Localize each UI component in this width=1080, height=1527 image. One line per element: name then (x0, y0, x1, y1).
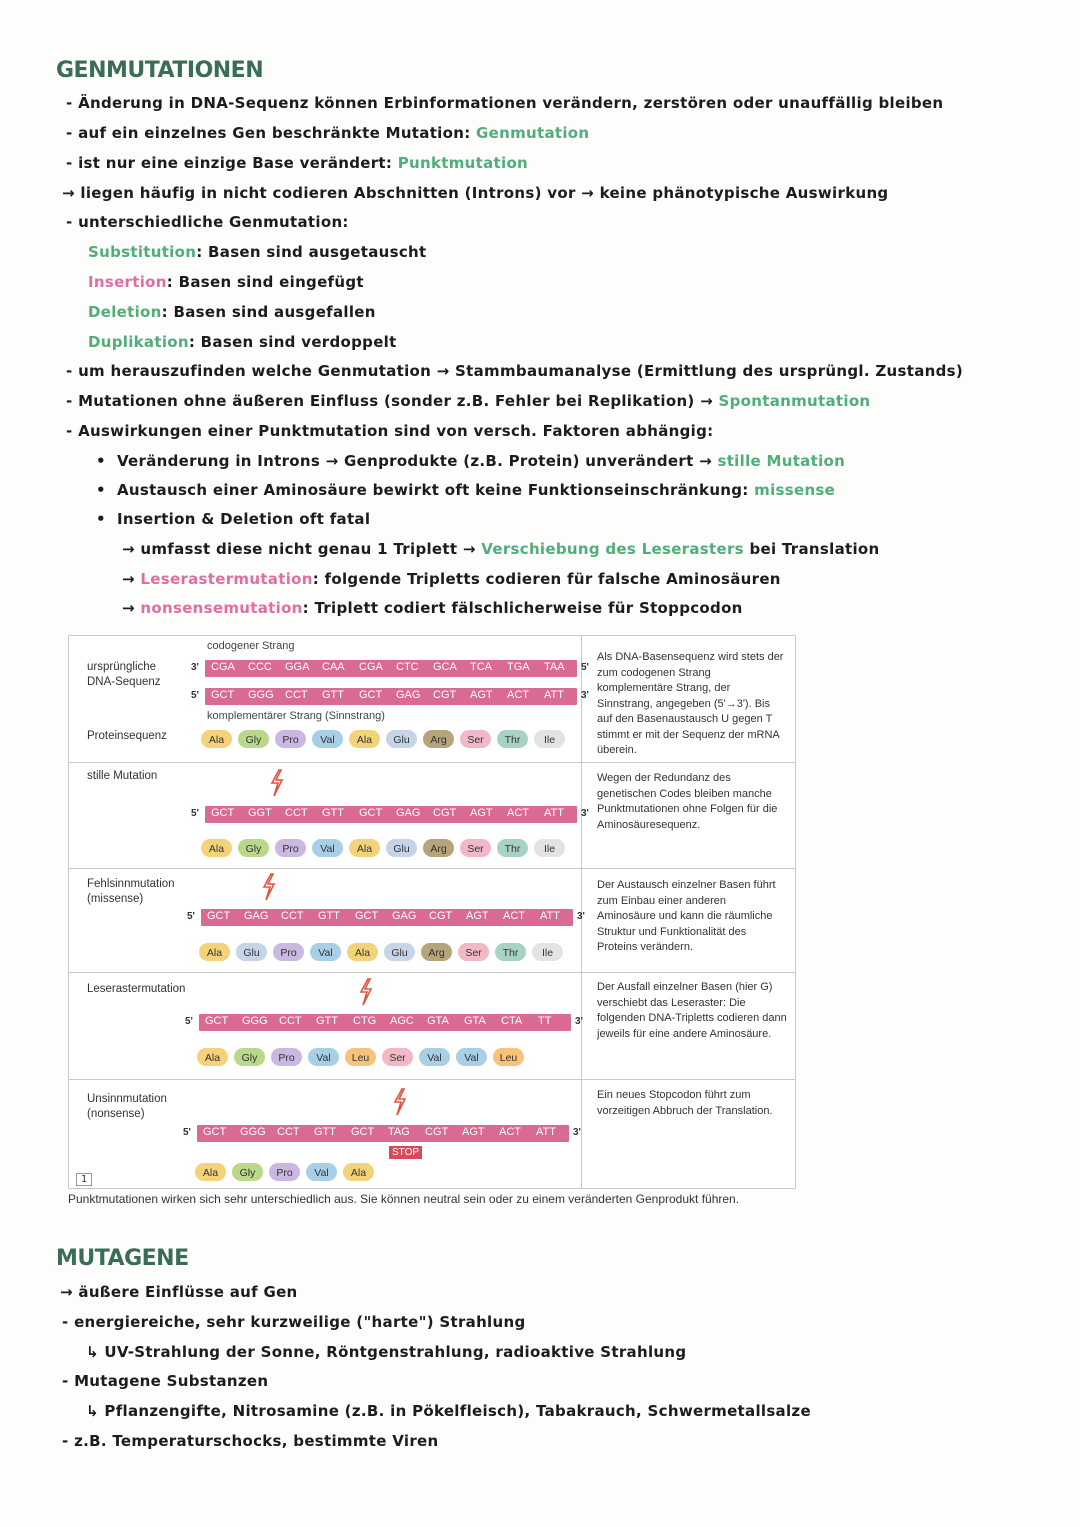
mutation-figure (68, 635, 796, 1189)
sense-strand-missense-end-right: 3' (577, 911, 585, 922)
sub-item (122, 599, 743, 617)
missense-amino-acid: Val (310, 943, 341, 961)
bullet-dash: - (66, 392, 73, 410)
term-leserastermutation: Leserastermutation (140, 570, 313, 588)
lightning-bolt-icon (391, 1088, 409, 1116)
sub-post: bei Translation (749, 540, 880, 558)
bullet-dash: - (66, 362, 73, 380)
arrow-icon: → (60, 1283, 73, 1301)
arrow-icon: → (62, 184, 75, 202)
codogen-strand-label: codogener Strang (207, 640, 295, 652)
section-title-genmutationen: GENMUTATIONEN (56, 58, 264, 83)
original-amino-acid: Ala (349, 730, 380, 748)
sense-strand-nonsense-end-right: 3' (573, 1127, 581, 1138)
sub-pre: → (122, 570, 135, 588)
mutation-type (88, 243, 427, 261)
codon: ATT (536, 1126, 556, 1138)
nonsense-amino-acid: Pro (269, 1163, 300, 1181)
bullet-text: Austausch einer Aminosäure bewirkt oft keine Funktionseinschränkung: (116, 481, 749, 499)
missense-amino-acid: Pro (273, 943, 304, 961)
frameshift-amino-acid: Ser (382, 1048, 413, 1066)
codon: GTT (318, 910, 340, 922)
sense-strand-original-end-left: 5' (191, 690, 199, 701)
codon: GTA (427, 1015, 449, 1027)
line-text: Auswirkungen einer Punktmutation sind von versch. Faktoren abhängig: (78, 422, 714, 440)
original-amino-acid: Ser (460, 730, 491, 748)
line-text: Änderung in DNA-Sequenz können Erbinformationen verändern, zerstören oder unauffällig bleiben (78, 94, 944, 112)
row-divider (69, 1079, 795, 1080)
original-amino-acid: Gly (238, 730, 269, 748)
sense-strand-silent-end-right: 3' (581, 808, 589, 819)
line-text: Mutationen ohne äußeren Einfluss (sonder z.B. Fehler bei Replikation) → (78, 392, 713, 410)
codon: CCT (277, 1126, 300, 1138)
sub-arrow-icon: ↳ (86, 1343, 99, 1361)
text-line (86, 1343, 686, 1361)
codon: ACT (499, 1126, 521, 1138)
text-line (66, 124, 589, 142)
codon: CCT (279, 1015, 302, 1027)
original-amino-acid: Arg (423, 730, 454, 748)
codon: GCT (203, 1126, 227, 1138)
frameshift-amino-acid: Val (419, 1048, 450, 1066)
silent-amino-acid: Gly (238, 839, 269, 857)
frameshift-amino-acid: Val (308, 1048, 339, 1066)
term-punktmutation: Punktmutation (397, 154, 529, 172)
bullet-item (96, 452, 845, 470)
row-label-original: ursprüngliche DNA-Sequenz (87, 661, 161, 688)
codon: TT (538, 1015, 552, 1027)
codon: CGT (429, 910, 453, 922)
line-text: liegen häufig in nicht codieren Abschnitten (Introns) vor → keine phänotypische Auswirkung (80, 184, 889, 202)
codon: GAG (392, 910, 417, 922)
codon: CGT (433, 807, 457, 819)
lightning-bolt-icon (260, 873, 278, 901)
term-stille-mutation: stille Mutation (717, 452, 846, 470)
section-title-mutagene: MUTAGENE (56, 1246, 189, 1271)
codon: CAA (322, 661, 345, 673)
sub-item (122, 540, 879, 558)
bullet-dash: - (66, 422, 73, 440)
missense-amino-acid: Ala (199, 943, 230, 961)
codon: CCT (285, 807, 308, 819)
term-nonsensemutation: nonsensemutation (140, 599, 303, 617)
line-text: Mutagene Substanzen (74, 1372, 269, 1390)
codon: AGC (390, 1015, 414, 1027)
codon: AGT (470, 689, 493, 701)
bullet-text: Insertion & Deletion oft fatal (116, 510, 371, 528)
sense-strand-original (205, 688, 577, 705)
protein-sequence-label: Proteinsequenz (87, 730, 167, 742)
original-amino-acid: Ala (201, 730, 232, 748)
codon: CCC (248, 661, 272, 673)
text-line (66, 154, 528, 172)
bullet-dash: - (66, 213, 73, 231)
text-line (62, 1372, 268, 1390)
sub-pre: → (122, 599, 135, 617)
codon: GTT (316, 1015, 338, 1027)
term-missense: missense (754, 481, 836, 499)
row-label-nonsense: Unsinnmutation (nonsense) (87, 1093, 167, 1120)
text-line (62, 184, 888, 202)
nonsense-amino-acid: Val (306, 1163, 337, 1181)
row-label-missense: Fehlsinnmutation (missense) (87, 878, 175, 905)
sub-post: : folgende Tripletts codieren für falsche Aminosäuren (312, 570, 781, 588)
line-text: energiereiche, sehr kurzweilige ("harte") Strahlung (74, 1313, 526, 1331)
sub-post: : Triplett codiert fälschlicherweise für Stoppcodon (302, 599, 743, 617)
silent-amino-acid: Ser (460, 839, 491, 857)
codon: CGA (211, 661, 235, 673)
sense-strand-silent (205, 806, 577, 823)
text-line (86, 1402, 811, 1420)
codon: AGT (466, 910, 489, 922)
text-line (66, 422, 713, 440)
line-text: UV-Strahlung der Sonne, Röntgenstrahlung, radioaktive Strahlung (104, 1343, 687, 1361)
codon: ATT (544, 689, 564, 701)
term-genmutation: Genmutation (476, 124, 590, 142)
sense-strand-nonsense (197, 1125, 569, 1142)
note-missense: Der Austausch einzelner Basen führt zum Einbau einer anderen Aminosäure und kann die räumliche Struktur und Funktionalität des Proteins verändern. (597, 879, 776, 953)
bullet-dot: • (96, 510, 112, 528)
missense-amino-acid: Ile (532, 943, 563, 961)
codon: GAG (244, 910, 269, 922)
note-frameshift: Der Ausfall einzelner Basen (hier G) verschiebt das Leseraster: Die folgenden DNA-Tripletts codieren dann jeweils für eine andere Aminosäure. (597, 981, 787, 1040)
frameshift-amino-acid: Ala (197, 1048, 228, 1066)
codon: GGG (242, 1015, 268, 1027)
sense-strand-nonsense-end-left: 5' (183, 1127, 191, 1138)
sense-strand-frameshift-end-left: 5' (185, 1016, 193, 1027)
sense-strand-original-end-right: 3' (581, 690, 589, 701)
type-desc: : Basen sind ausgetauscht (196, 243, 427, 261)
bullet-dash: - (66, 94, 73, 112)
codon: TAG (388, 1126, 410, 1138)
lightning-bolt-icon (357, 978, 375, 1006)
figure-number: 1 (76, 1173, 92, 1186)
silent-amino-acid: Thr (497, 839, 528, 857)
komplementaer-strand-label: komplementärer Strang (Sinnstrang) (207, 710, 385, 722)
codon: CGA (359, 661, 383, 673)
frameshift-amino-acid: Leu (345, 1048, 376, 1066)
missense-amino-acid: Glu (384, 943, 415, 961)
nonsense-amino-acid: Gly (232, 1163, 263, 1181)
bullet-dash: - (62, 1372, 69, 1390)
row-label-frameshift: Leserastermutation (87, 983, 186, 995)
row-divider (69, 868, 795, 869)
line-text: um herauszufinden welche Genmutation → Stammbaumanalyse (Ermittlung des ursprüngl. Zustands) (78, 362, 964, 380)
type-name: Duplikation (88, 333, 189, 351)
lightning-bolt-icon (268, 769, 286, 797)
term-verschiebung: Verschiebung des Leserasters (481, 540, 744, 558)
missense-amino-acid: Arg (421, 943, 452, 961)
codon: GGG (240, 1126, 266, 1138)
codon: GCT (359, 689, 383, 701)
missense-amino-acid: Ala (347, 943, 378, 961)
term-spontanmutation: Spontanmutation (718, 392, 871, 410)
codon: CCT (281, 910, 304, 922)
text-line (62, 1432, 439, 1450)
line-text: Pflanzengifte, Nitrosamine (z.B. in Pökelfleisch), Tabakrauch, Schwermetallsalze (104, 1402, 811, 1420)
bullet-dash: - (62, 1432, 69, 1450)
codogen-strand-end-right: 5' (581, 662, 589, 673)
stop-label: STOP (389, 1146, 422, 1159)
type-desc: : Basen sind eingefügt (166, 273, 364, 291)
codon: ACT (503, 910, 525, 922)
silent-amino-acid: Pro (275, 839, 306, 857)
frameshift-amino-acid: Leu (493, 1048, 524, 1066)
nonsense-amino-acid: Ala (343, 1163, 374, 1181)
bullet-dash: - (66, 154, 73, 172)
row-divider (69, 972, 795, 973)
mutation-type (88, 333, 397, 351)
codon: TAA (544, 661, 565, 673)
note-silent: Wegen der Redundanz des genetischen Codes bleiben manche Punktmutationen ohne Folgen für die Aminosäuresequenz. (597, 772, 778, 831)
codon: GTA (464, 1015, 486, 1027)
codon: GCT (211, 807, 235, 819)
codon: GTT (322, 689, 344, 701)
sub-item (122, 570, 781, 588)
codon: CTG (353, 1015, 377, 1027)
text-line (60, 1283, 298, 1301)
codon: GTT (322, 807, 344, 819)
codon: GCT (351, 1126, 375, 1138)
silent-amino-acid: Arg (423, 839, 454, 857)
note-original: Als DNA-Basensequenz wird stets der zum codogenen Strang komplementäre Strang, der Sinnstrang, angegeben (5'→3'). Bis auf den Basenaustausch U gegen T stimmt er mit der Sequenz der mRNA überein. (597, 651, 784, 756)
codon: GCA (433, 661, 457, 673)
codon: GGG (248, 689, 274, 701)
mutation-type (88, 303, 376, 321)
bullet-dot: • (96, 481, 112, 499)
missense-amino-acid: Glu (236, 943, 267, 961)
line-text: unterschiedliche Genmutation: (78, 213, 349, 231)
type-name: Substitution (88, 243, 197, 261)
text-line (66, 94, 943, 112)
text-line (66, 213, 349, 231)
codon: CCT (285, 689, 308, 701)
sense-strand-silent-end-left: 5' (191, 808, 199, 819)
missense-amino-acid: Thr (495, 943, 526, 961)
codon: GCT (211, 689, 235, 701)
line-text: äußere Einflüsse auf Gen (78, 1283, 298, 1301)
bullet-item (96, 481, 835, 499)
nonsense-amino-acid: Ala (195, 1163, 226, 1181)
codon: AGT (462, 1126, 485, 1138)
codon: CGT (425, 1126, 449, 1138)
sense-strand-frameshift (199, 1014, 571, 1031)
original-amino-acid: Thr (497, 730, 528, 748)
codon: GCT (207, 910, 231, 922)
codon: GCT (355, 910, 379, 922)
silent-amino-acid: Glu (386, 839, 417, 857)
silent-amino-acid: Ala (201, 839, 232, 857)
row-divider (69, 762, 795, 763)
type-desc: : Basen sind verdoppelt (188, 333, 397, 351)
original-amino-acid: Ile (534, 730, 565, 748)
codon: ATT (544, 807, 564, 819)
row-label-silent: stille Mutation (87, 770, 158, 782)
original-amino-acid: Pro (275, 730, 306, 748)
codon: TGA (507, 661, 530, 673)
silent-amino-acid: Ile (534, 839, 565, 857)
codon: CTC (396, 661, 419, 673)
sense-strand-missense-end-left: 5' (187, 911, 195, 922)
sense-strand-frameshift-end-right: 3' (575, 1016, 583, 1027)
codon: ACT (507, 807, 529, 819)
frameshift-amino-acid: Val (456, 1048, 487, 1066)
codon: ATT (540, 910, 560, 922)
frameshift-amino-acid: Gly (234, 1048, 265, 1066)
note-nonsense: Ein neues Stopcodon führt zum vorzeitigen Abbruch der Translation. (597, 1089, 773, 1117)
silent-amino-acid: Ala (349, 839, 380, 857)
codogen-strand-end-left: 3' (191, 662, 199, 673)
sub-pre: → umfasst diese nicht genau 1 Triplett → (122, 540, 476, 558)
codon: GCT (205, 1015, 229, 1027)
bullet-item (96, 510, 370, 528)
frameshift-amino-acid: Pro (271, 1048, 302, 1066)
codon: GAG (396, 807, 421, 819)
line-text: z.B. Temperaturschocks, bestimmte Viren (74, 1432, 439, 1450)
codon: AGT (470, 807, 493, 819)
sense-strand-missense (201, 909, 573, 926)
codogen-strand (205, 660, 577, 677)
text-line (62, 1313, 526, 1331)
text-line (66, 362, 963, 380)
codon: ACT (507, 689, 529, 701)
original-amino-acid: Glu (386, 730, 417, 748)
sub-arrow-icon: ↳ (86, 1402, 99, 1420)
missense-amino-acid: Ser (458, 943, 489, 961)
bullet-dash: - (62, 1313, 69, 1331)
line-text: auf ein einzelnes Gen beschränkte Mutation: (78, 124, 471, 142)
text-line (66, 392, 870, 410)
figure-caption: Punktmutationen wirken sich sehr unterschiedlich aus. Sie können neutral sein oder zu einem veränderten Genprodukt führen. (68, 1192, 740, 1206)
original-amino-acid: Val (312, 730, 343, 748)
silent-amino-acid: Val (312, 839, 343, 857)
codon: GAG (396, 689, 421, 701)
mutation-type (88, 273, 364, 291)
type-desc: : Basen sind ausgefallen (161, 303, 376, 321)
codon: CTA (501, 1015, 523, 1027)
codon: GGA (285, 661, 310, 673)
bullet-dash: - (66, 124, 73, 142)
codon: CGT (433, 689, 457, 701)
codon: GTT (314, 1126, 336, 1138)
bullet-dot: • (96, 452, 112, 470)
line-text: ist nur eine einzige Base verändert: (78, 154, 393, 172)
codon: GGT (248, 807, 272, 819)
codon: TCA (470, 661, 492, 673)
type-name: Deletion (88, 303, 162, 321)
codon: GCT (359, 807, 383, 819)
bullet-text: Veränderung in Introns → Genprodukte (z.B. Protein) unverändert → (116, 452, 712, 470)
type-name: Insertion (88, 273, 167, 291)
